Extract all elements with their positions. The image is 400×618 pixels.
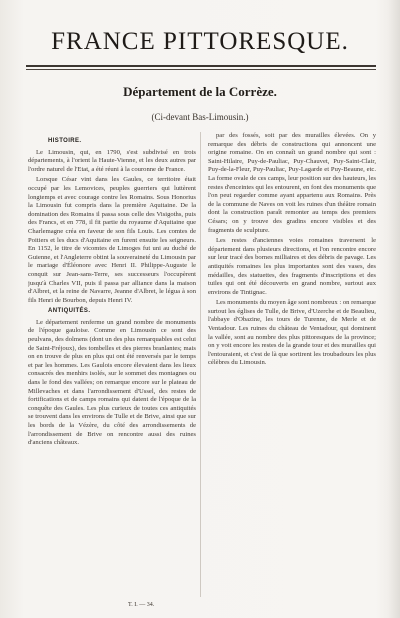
masthead-title: FRANCE PITTORESQUE.: [51, 28, 349, 55]
right-column: [208, 132, 376, 602]
left-column: [28, 135, 196, 597]
paragraph: Le Limousin, qui, en 1790, s'est subdivisé en trois départements, à l'orient la Haute-Vienne, et les deux autres par l'ordre naturel de l'Etat, a été réuni à la couronne de France.: [28, 148, 196, 173]
paragraph: Les monuments du moyen âge sont nombreux : on remarque surtout les églises de Tulle, de Brive, d'Uzerche et de Beaulieu, l'abbaye d'Obazine, les tours de Turenne, de Merle et de Ventadour. Les ruines du château de Ventadour, qui dominent la vallée, sont au nombre des plus pittoresques de la province; on y voit encore les restes de la grande tour et des murailles qui l'entouraient, et c'est de là que sortirent les troubadours les plus célèbres du Limousin.: [208, 299, 376, 367]
paragraph: par des fossés, soit par des murailles élevées. On y remarque des débris de constructions qui annoncent une origine romaine. On en connaît un grand nombre qui sont : Saint-Hilaire, Puy-de-Pauliac, Puy-Chauvet, Puy-Saint-Clair, Puy-de-la-Fleur, Puy-Pauliac, Puy-Lagarde et Puy-Beaune, etc. La forme ovale de ces camps, leur position sur des hauteurs, les restes d'enceintes qui les entourent, en font des monuments que l'on peut regarder comme ayant appartenu aux Romains. Près de la commune de Naves on voit les ruines d'un théâtre romain dont la construction paraît remonter au temps des premiers Césars; on y trouve des gradins encore visibles et des fragments de sculpture.: [208, 132, 376, 234]
section-heading-histoire: HISTOIRE.: [48, 138, 82, 144]
column-divider: [200, 132, 201, 597]
paragraph: Lorsque César vint dans les Gaules, ce territoire était occupé par les Lemovices, peuples guerriers qui luttèrent longtemps et avec courage contre les Romains. Sous Honorius la Limousin fut compris dans la première Aquitaine. De la domination des Romains il passa sous celle des Visigoths, puis des Francs, et en 778, il fit partie du royaume d'Aquitaine que Charlemagne créa en faveur de son fils Louis. Les comtes de Poitiers et les ducs d'Aquitaine en furent ensuite les seigneurs. En 1152, le titre de vicomtes de Limoges fut uni au duché de Guienne, et l'Angleterre obtint la souveraineté du Limousin par le mariage d'Éléonore avec Henri II. Philippe-Auguste le conquit sur Jean-sans-Terre, ses successeurs l'occupèrent jusqu'à Charles VII, puis il passa par alliance dans la maison d'Albret, et la reine de Navarre, Jeanne d'Albret, le légua à son fils Henri de Bourbon, depuis Henri IV.: [28, 176, 196, 304]
paragraph: Le département renferme un grand nombre de monuments de l'époque gauloise. Comme en Limousin ce sont des peulvans, des dolmens (dont un des plus remarquables est celui de Saint-Fréjoux), des tombelles et des pierres branlantes; mais on en trouve de plus en plus qui ont été renversés par le temps et par les hommes. Les Gaulois encore élevaient dans les lieux consacrés des menhirs isolés, sur le sommet des montagnes ou dans le fond des vallées; on remarque encore sur le plateau de Millevaches et dans l'arrondissement d'Ussel, des restes de fortifications et de camps romains qui datent de l'époque de la conquête des Gaules. Les plus curieux de toutes ces antiquités se trouvent dans les environs de Tulle et de Brive, ainsi que sur les bords de la Vézère, du côté des arrondissements de l'arrondissement de Brive on rencontre aussi des ruines d'anciens châteaux.: [28, 318, 196, 447]
page-edge-shadow: [388, 0, 400, 618]
department-title: Département de la Corrèze.: [123, 84, 277, 99]
page-folio: T. I. — 34.: [128, 602, 155, 608]
masthead-rule-thin: [26, 69, 376, 70]
section-heading-antiquites: ANTIQUITÉS.: [48, 308, 91, 315]
paragraph: Les restes d'anciennes voies romaines traversent le département dans plusieurs directions, et l'on rencontre encore sur leur tracé des bornes milliaires et des débris de pavage. Les antiquités romaines les plus importantes sont des vases, des médailles, des statuettes, des fragments d'inscriptions et des tuiles qui ont été découverts en grand nombre, surtout aux environs de Tintignac.: [208, 237, 376, 296]
department-subtitle: (Ci-devant Bas-Limousin.): [151, 112, 249, 122]
masthead-rule-thick: [26, 65, 376, 67]
